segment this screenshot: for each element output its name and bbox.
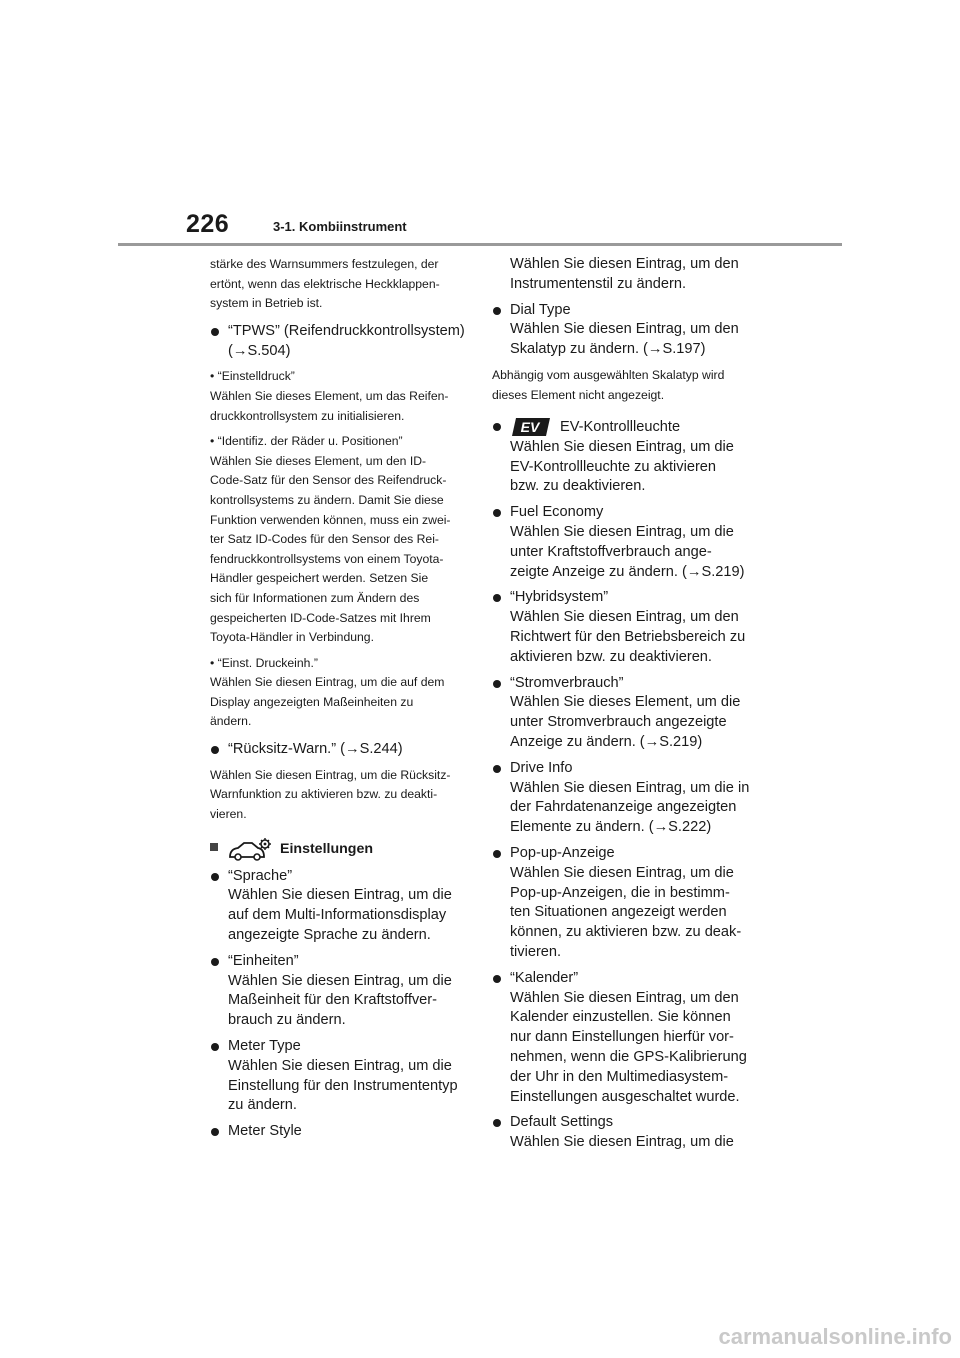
text-line: Wählen Sie diesen Eintrag, um die in xyxy=(510,779,750,796)
text-line: können, zu aktivieren bzw. zu deak- xyxy=(510,924,742,941)
text-line: Wählen Sie diesen Eintrag, um die xyxy=(510,864,734,881)
text-line: Wählen Sie diesen Eintrag, um den xyxy=(510,609,739,626)
meter-style-title: Meter Style xyxy=(228,1123,302,1140)
text-line: Instrumentenstil zu ändern. xyxy=(510,275,687,292)
text-line: Pop-up-Anzeigen, die in bestimm- xyxy=(510,884,730,901)
dial-type-item xyxy=(492,301,754,360)
text-line: bzw. zu deaktivieren. xyxy=(510,478,646,495)
text-line: Einstellungen ausgeschaltet wurde. xyxy=(510,1088,740,1105)
ev-text xyxy=(510,438,754,497)
ruecksitz-text xyxy=(210,766,468,825)
text-line: Abhängig vom ausgewählten Skalatyp wird xyxy=(492,367,725,382)
ruecksitz-title: “Rücksitz-Warn.” (→S.244) xyxy=(228,741,403,758)
einstellungen-title: Einstellungen xyxy=(280,840,374,857)
text-line: “Kalender” xyxy=(510,969,579,986)
text-line: system in Betrieb ist. xyxy=(210,296,323,311)
identifiz-title: • “Identifiz. der Räder u. Positionen” xyxy=(210,434,403,449)
meter-style-continuation xyxy=(492,255,754,295)
text-line: Wählen Sie diesen Eintrag, um den xyxy=(510,321,739,338)
text-line: brauch zu ändern. xyxy=(228,1012,346,1029)
einstellungen-heading xyxy=(210,837,468,861)
section-title: 3-1. Kombiinstrument xyxy=(273,219,407,234)
text-line: Richtwert für den Betriebsbereich zu xyxy=(510,629,746,645)
tpws-item xyxy=(210,322,468,362)
drive-info-item xyxy=(492,759,754,838)
text-line: Wählen Sie diesen Eintrag, um den xyxy=(510,256,739,272)
text-line: nur dann Einstellungen hierfür vor- xyxy=(510,1029,734,1046)
text-line: Warnfunktion zu aktivieren bzw. zu deakti- xyxy=(210,787,438,802)
text-line: Drive Info xyxy=(510,759,573,776)
text-line: “Sprache” xyxy=(228,867,293,884)
text-line: druckkontrollsystem zu initialisieren. xyxy=(210,408,405,423)
fuel-economy-item xyxy=(492,503,754,582)
text-line: kontrollsystems zu ändern. Damit Sie diese xyxy=(210,492,444,507)
text-line: sich für Informationen zum Ändern des xyxy=(210,590,420,605)
text-line: dieses Element nicht angezeigt. xyxy=(492,387,665,402)
einstelldruck-title: • “Einstelldruck” xyxy=(210,369,295,384)
text-line: Pop-up-Anzeige xyxy=(510,844,615,861)
text-line: ter Satz ID-Codes für den Sensor des Rei- xyxy=(210,532,439,547)
text-line: Wählen Sie diesen Eintrag, um die xyxy=(510,438,734,455)
druckeinh-block xyxy=(210,654,468,732)
einheiten-item xyxy=(210,952,468,1031)
text-line: EV-Kontrollleuchte zu aktivieren xyxy=(510,458,717,475)
identifiz-block xyxy=(210,432,468,648)
text-line: ertönt, wenn das elektrische Heckklappen- xyxy=(210,276,440,291)
text-line: der Fahrdatenanzeige angezeigten xyxy=(510,799,737,816)
text-line: “Hybridsystem” xyxy=(510,589,609,606)
tpws-ref: (→S.504) xyxy=(228,342,291,359)
text-line: ändern. xyxy=(210,714,252,729)
text-line: unter Kraftstoffverbrauch ange- xyxy=(510,543,712,560)
text-line: Toyota-Händler in Verbindung. xyxy=(210,630,374,645)
text-line: der Uhr in den Multimediasystem- xyxy=(510,1068,729,1085)
popup-item xyxy=(492,844,754,963)
text-line: Wählen Sie diesen Eintrag, um die xyxy=(228,1057,452,1074)
text-line: Display angezeigten Maßeinheiten zu xyxy=(210,694,414,709)
einstelldruck-text xyxy=(210,387,468,426)
text-line: gespeicherten ID-Code-Satzes mit Ihrem xyxy=(210,610,431,625)
text-line: stärke des Warnsummers festzulegen, der xyxy=(210,257,439,271)
text-line: ten Situationen angezeigt werden xyxy=(510,904,727,921)
left-column xyxy=(210,255,468,1142)
text-line: “Stromverbrauch” xyxy=(510,674,624,691)
kalender-item xyxy=(492,969,754,1108)
ev-icon-label: EV xyxy=(520,419,540,436)
text-line: vieren. xyxy=(210,807,247,822)
text-line: nehmen, wenn die GPS-Kalibrierung xyxy=(510,1048,747,1065)
text-line: unter Stromverbrauch angezeigte xyxy=(510,714,727,731)
meter-style-item xyxy=(210,1122,468,1142)
text-line: Kalender einzustellen. Sie können xyxy=(510,1009,731,1026)
header-rule xyxy=(118,243,842,246)
ev-item xyxy=(492,417,754,497)
ev-indicator-icon xyxy=(510,417,552,437)
identifiz-text xyxy=(210,452,468,648)
text-line: Wählen Sie diesen Eintrag, um die xyxy=(510,1134,734,1151)
text-line: Wählen Sie diesen Eintrag, um die Rücksitz- xyxy=(210,767,451,782)
text-line: Anzeige zu ändern. (→S.219) xyxy=(510,733,703,750)
ev-title-line xyxy=(510,417,754,438)
meter-type-item xyxy=(210,1037,468,1116)
einstelldruck-block xyxy=(210,367,468,426)
text-line: tivieren. xyxy=(510,943,562,960)
text-line: Dial Type xyxy=(510,301,571,318)
text-line: aktivieren bzw. zu deaktivieren. xyxy=(510,648,712,665)
dial-type-note xyxy=(492,366,754,405)
text-line: Maßeinheit für den Kraftstoffver- xyxy=(228,992,438,1009)
stromverbrauch-item xyxy=(492,674,754,753)
car-settings-icon xyxy=(228,837,274,861)
text-line: zeigte Anzeige zu ändern. (→S.219) xyxy=(510,563,745,580)
page-number: 226 xyxy=(186,210,230,238)
text-line: Meter Type xyxy=(228,1038,301,1055)
text-line: Wählen Sie diesen Eintrag, um die xyxy=(228,972,452,989)
text-line: Funktion verwenden können, muss ein zwei- xyxy=(210,512,451,527)
text-line: Wählen Sie dieses Element, um die xyxy=(510,694,741,711)
ruecksitz-item xyxy=(210,740,468,760)
watermark: carmanualsonline.info xyxy=(718,1324,952,1349)
text-line: angezeigte Sprache zu ändern. xyxy=(228,927,431,944)
default-settings-item xyxy=(492,1113,754,1153)
text-line: Wählen Sie dieses Element, um den ID- xyxy=(210,453,427,468)
sprache-item xyxy=(210,867,468,946)
tpws-title: “TPWS” (Reifendruckkontrollsystem) xyxy=(228,322,465,339)
text-line: Wählen Sie diesen Eintrag, um die xyxy=(228,887,452,904)
intro-paragraph xyxy=(210,255,468,314)
text-line: auf dem Multi-Informationsdisplay xyxy=(228,907,447,924)
right-column xyxy=(492,255,754,1153)
text-line: Fuel Economy xyxy=(510,504,604,521)
text-line: Default Settings xyxy=(510,1114,614,1131)
hybridsystem-item xyxy=(492,588,754,667)
text-line: zu ändern. xyxy=(228,1097,297,1114)
text-line: fendruckkontrollsystems von einem Toyota- xyxy=(210,551,444,566)
text-line: Wählen Sie diesen Eintrag, um den xyxy=(510,989,739,1006)
text-line: Wählen Sie diesen Eintrag, um die xyxy=(510,524,734,541)
text-line: “Einheiten” xyxy=(228,952,299,969)
text-line: Elemente zu ändern. (→S.222) xyxy=(510,819,712,836)
text-line: Code-Satz für den Sensor des Reifendruck- xyxy=(210,473,447,488)
text-line: Wählen Sie dieses Element, um das Reifen- xyxy=(210,388,449,403)
text-line: Händler gespeichert werden. Setzen Sie xyxy=(210,571,429,586)
text-line: Wählen Sie diesen Eintrag, um die auf dem xyxy=(210,675,445,690)
druckeinh-text xyxy=(210,673,468,732)
ev-title: EV-Kontrollleuchte xyxy=(560,419,681,436)
text-line: Skalatyp zu ändern. (→S.197) xyxy=(510,341,706,358)
druckeinh-title: • “Einst. Druckeinh.” xyxy=(210,655,318,670)
text-line: Einstellung für den Instrumententyp xyxy=(228,1077,458,1094)
